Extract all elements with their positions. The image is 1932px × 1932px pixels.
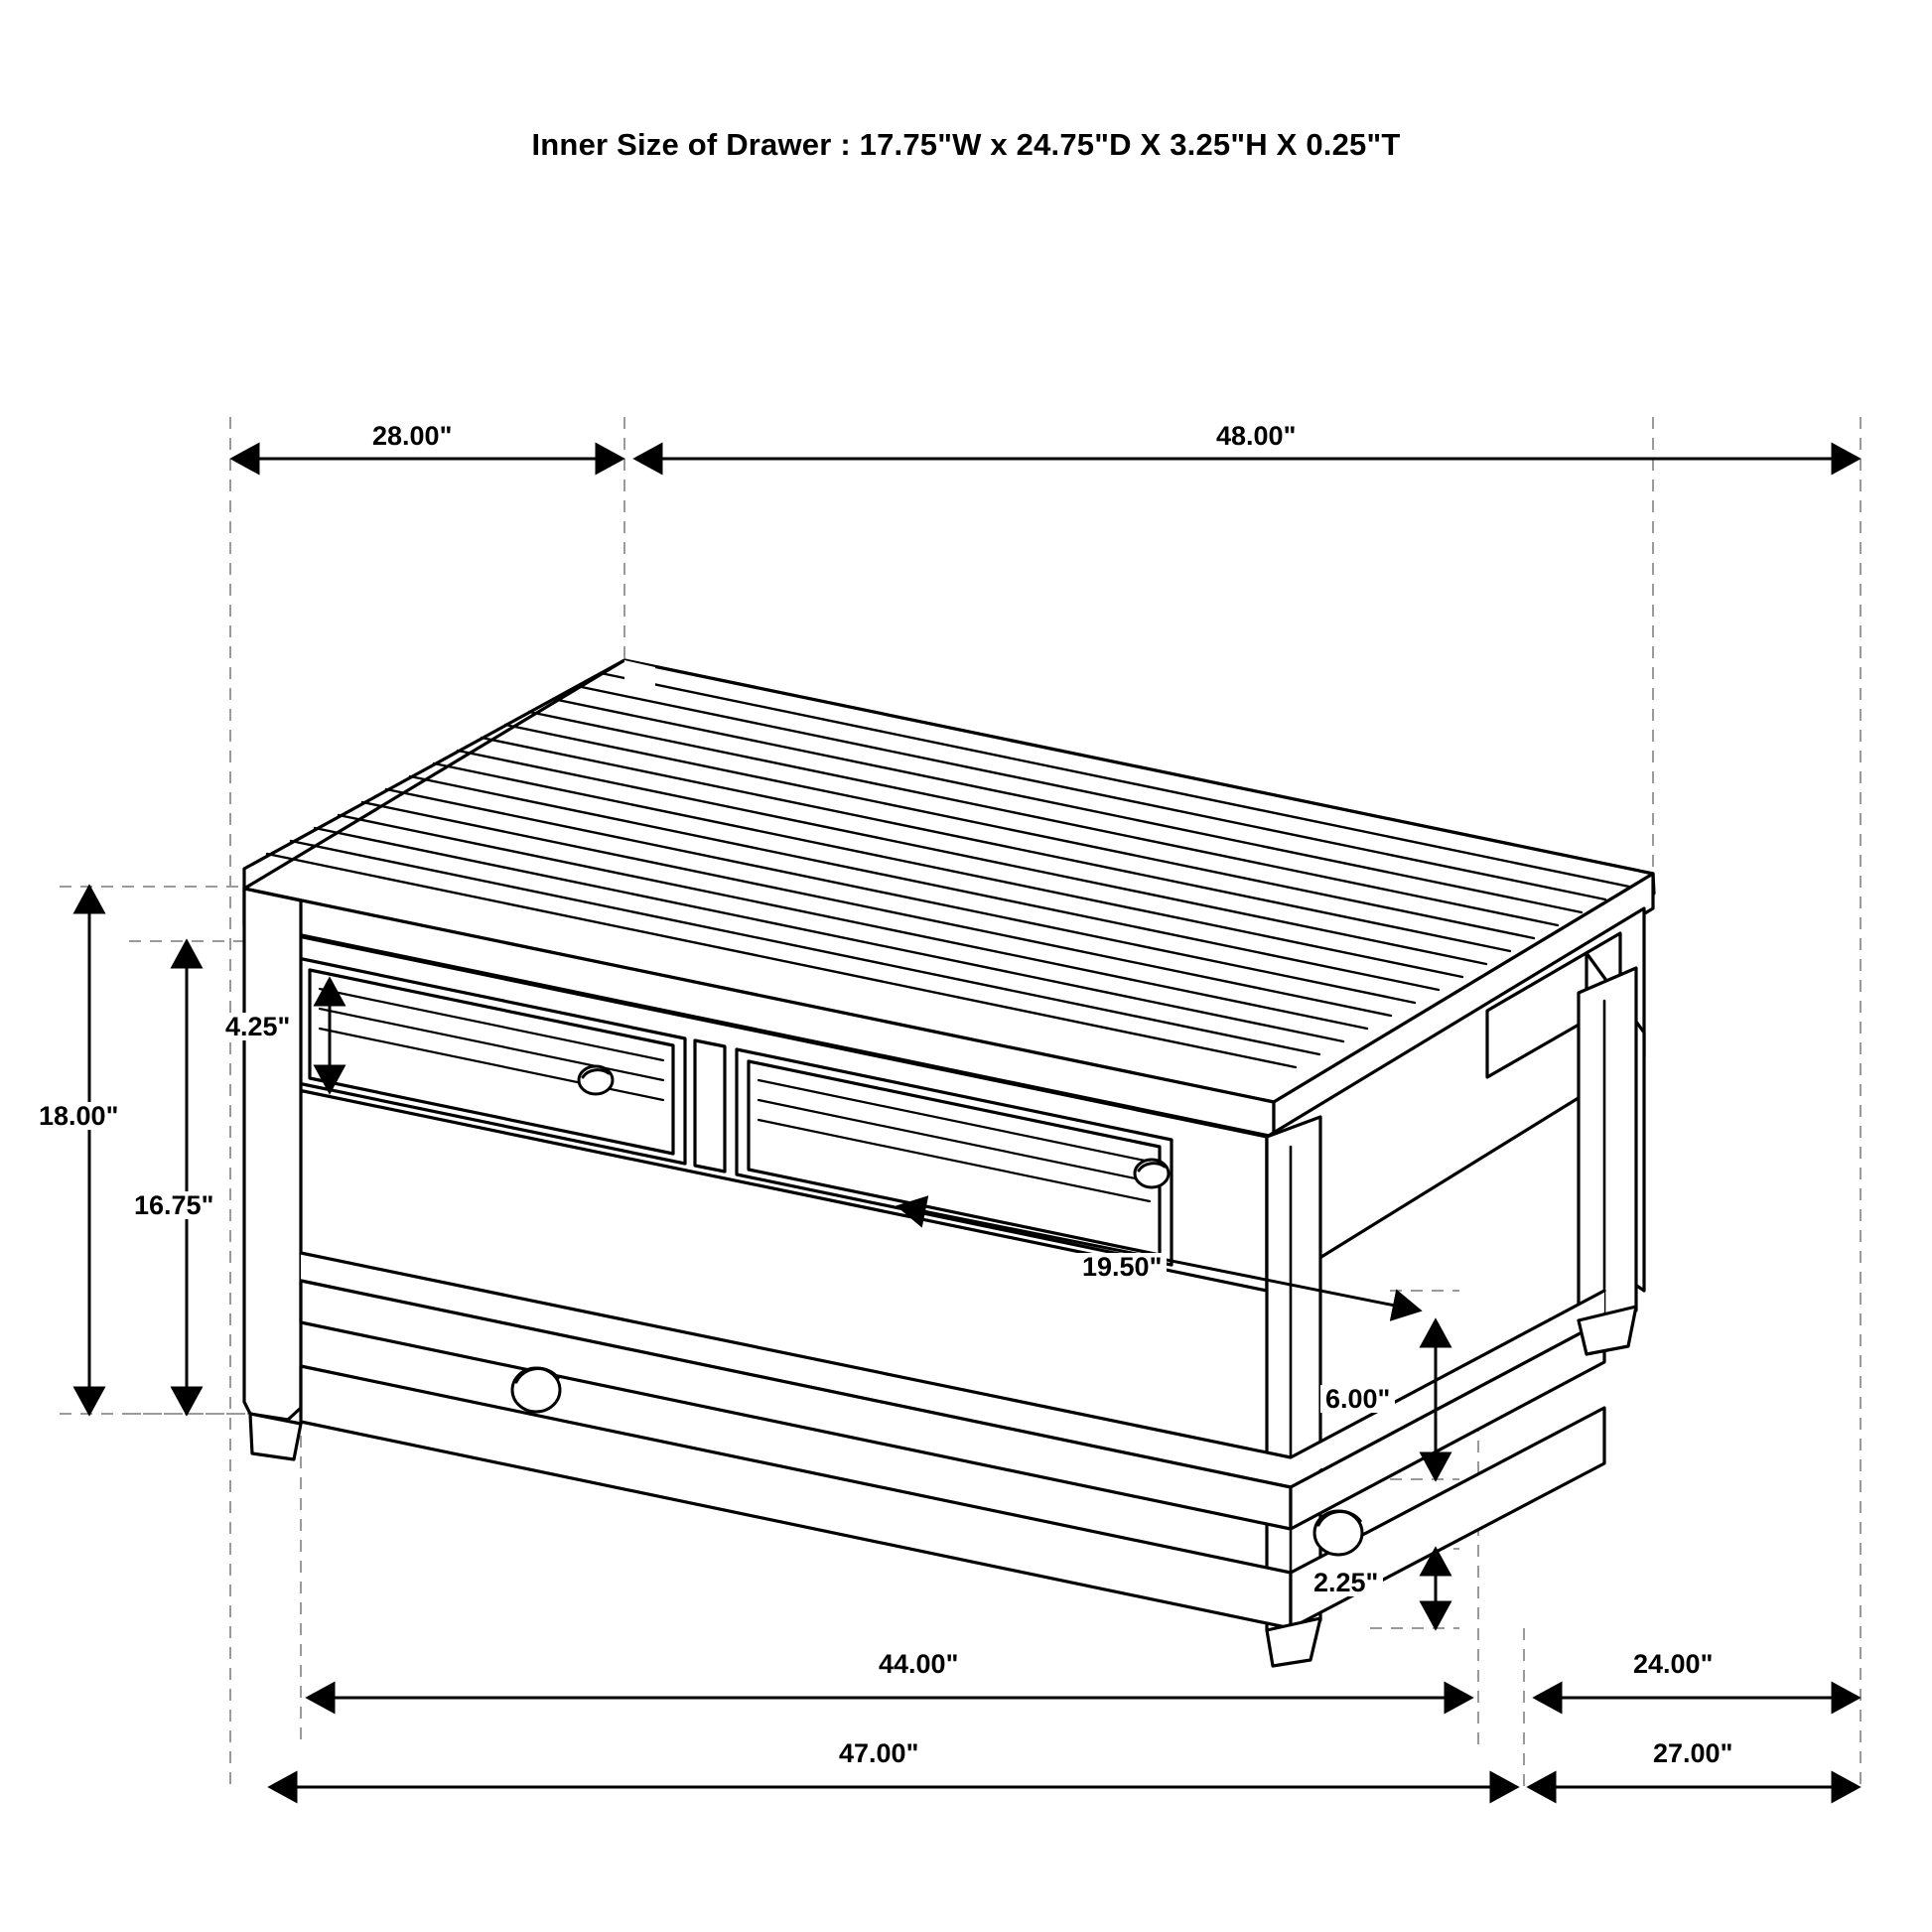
dim-label-top-right-width: 48.00" — [1211, 422, 1301, 450]
dim-label-overall-height: 18.00" — [34, 1102, 123, 1130]
dim-label-lower-inner-depth: 24.00" — [1628, 1650, 1718, 1678]
dim-label-lower-inner-length: 44.00" — [874, 1650, 963, 1678]
dim-label-height-to-top-surface: 16.75" — [129, 1191, 218, 1219]
dim-label-top-left-width: 28.00" — [367, 422, 457, 450]
dim-label-drawer-width: 19.50" — [1077, 1253, 1167, 1281]
dim-label-overall-depth: 27.00" — [1648, 1739, 1737, 1767]
dim-label-floor-clearance: 2.25" — [1309, 1569, 1383, 1596]
dim-label-overall-length: 47.00" — [834, 1739, 923, 1767]
dim-label-shelf-clearance: 6.00" — [1320, 1385, 1395, 1413]
dim-label-drawer-face-height: 4.25" — [220, 1013, 295, 1040]
page-title: Inner Size of Drawer : 17.75"W x 24.75"D X 3.25"H X 0.25"T — [531, 127, 1401, 162]
